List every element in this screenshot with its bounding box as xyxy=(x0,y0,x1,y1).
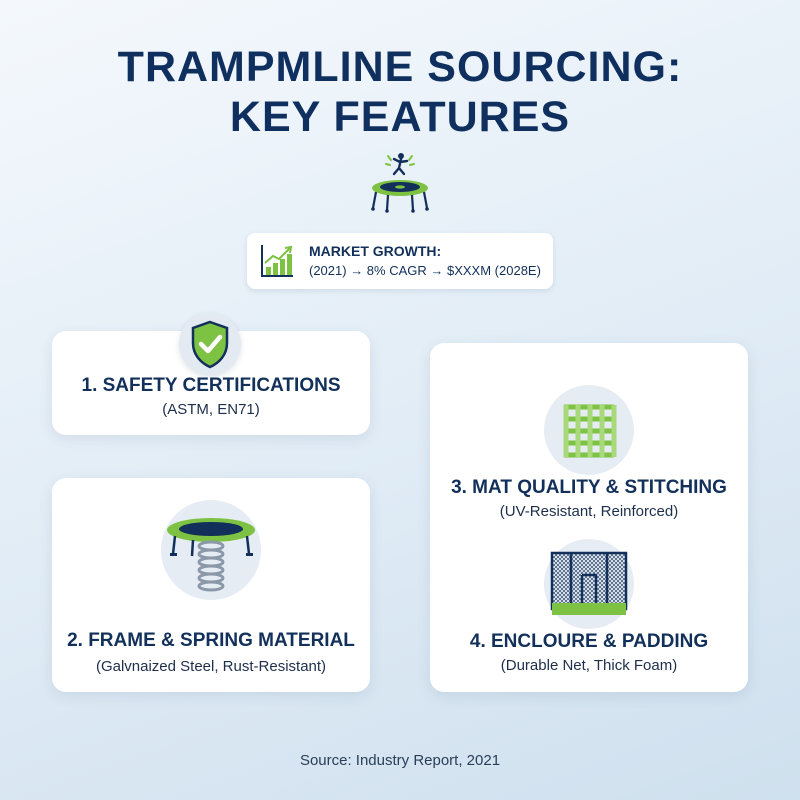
market-growth-label: MARKET GROWTH: xyxy=(309,243,442,259)
feature-card-frame xyxy=(52,478,370,692)
feature-subtitle-frame: (Galvnaized Steel, Rust-Resistant) xyxy=(95,658,327,675)
bar-chart-growth-icon xyxy=(259,243,295,279)
feature-title-mat: 3. MAT QUALITY & STITCHING xyxy=(451,477,727,498)
feature-title-enclosure: 4. ENCLOURE & PADDING xyxy=(469,631,709,652)
page-title xyxy=(0,42,800,142)
shield-check-icon xyxy=(179,313,241,375)
enclosure-net-icon xyxy=(544,539,634,629)
feature-subtitle-mat: (UV-Resistant, Reinforced) xyxy=(499,503,679,520)
icon-circle xyxy=(544,385,634,475)
title-line-2: KEY FEATURES xyxy=(229,93,571,141)
icon-circle xyxy=(544,539,634,629)
icon-circle xyxy=(161,500,261,600)
shield-badge xyxy=(179,313,241,375)
trampoline-spring-icon xyxy=(161,500,261,600)
trampoline-jumper-icon xyxy=(360,150,440,216)
woven-mat-icon xyxy=(544,385,634,475)
market-growth-text: (2021) → 8% CAGR → $XXXM (2028E) xyxy=(309,263,541,278)
title-line-1: TRAMPMLINE SOURCING: xyxy=(117,43,683,91)
market-growth-box xyxy=(247,233,553,289)
feature-subtitle-safety: (ASTM, EN71) xyxy=(162,401,260,418)
feature-subtitle-enclosure: (Durable Net, Thick Foam) xyxy=(500,657,678,674)
feature-card-mat-enclosure xyxy=(430,343,748,692)
feature-title-safety: 1. SAFETY CERTIFICATIONS xyxy=(81,375,341,396)
feature-title-frame: 2. FRAME & SPRING MATERIAL xyxy=(67,630,355,651)
source-note: Source: Industry Report, 2021 xyxy=(299,752,501,769)
